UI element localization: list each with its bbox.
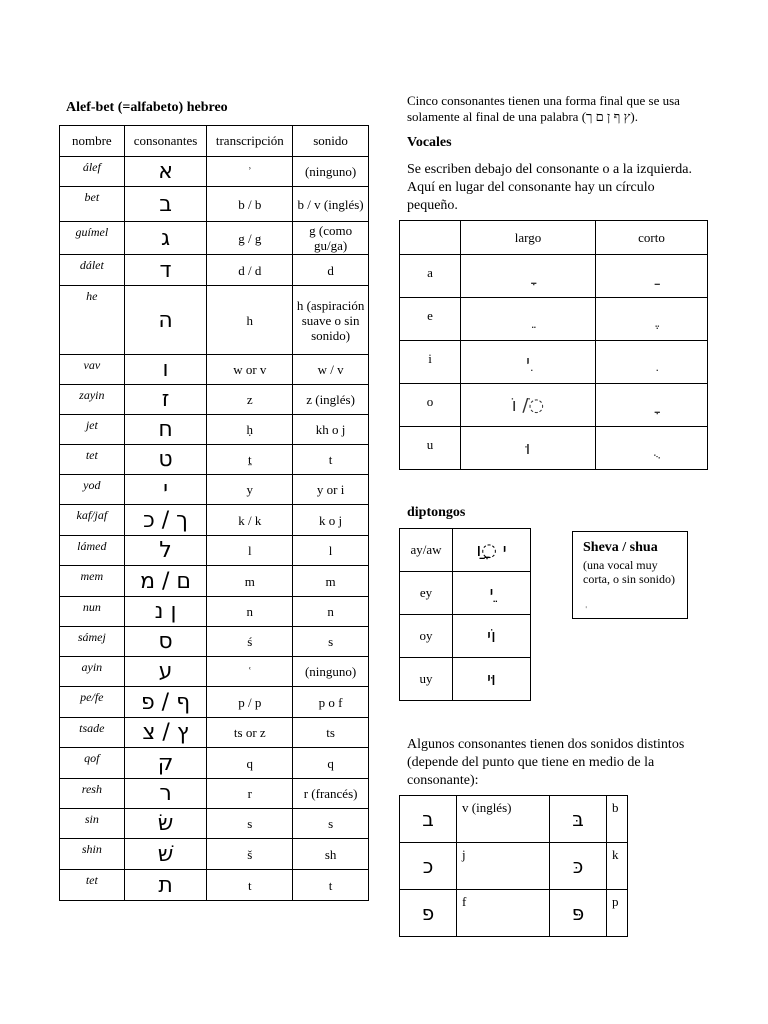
sound: s <box>293 627 369 657</box>
hebrew-letter: ן נ <box>124 597 207 627</box>
letter-name: bet <box>60 187 125 222</box>
two-sounds-row <box>400 890 628 937</box>
hebrew-letter: ג <box>124 222 207 255</box>
alefbet-table <box>59 125 369 901</box>
letter-name: álef <box>60 157 125 187</box>
hebrew-letter: ף / פ <box>124 687 207 718</box>
sound: r (francés) <box>293 779 369 809</box>
sound: sh <box>293 839 369 870</box>
diphthong-label: oy <box>400 615 453 658</box>
vowel-label: i <box>400 341 461 384</box>
letter-name: zayin <box>60 385 125 415</box>
letter-with-dagesh: כּ <box>550 843 607 890</box>
alefbet-row <box>60 157 369 187</box>
sound: n <box>293 597 369 627</box>
vowels-title: Vocales <box>407 135 452 150</box>
transcription: y <box>207 475 293 505</box>
sound: ts <box>293 718 369 748</box>
hebrew-letter: א <box>124 157 207 187</box>
alefbet-row <box>60 445 369 475</box>
vowel-short-mark <box>595 298 707 341</box>
hebrew-letter: ם / מ <box>124 566 207 597</box>
hebrew-letter: ץ / צ <box>124 718 207 748</box>
alefbet-row <box>60 839 369 870</box>
header-consonantes: consonantes <box>124 126 207 157</box>
alefbet-row <box>60 385 369 415</box>
transcription: š <box>207 839 293 870</box>
sheva-box <box>572 531 688 619</box>
sound: l <box>293 536 369 566</box>
two-sounds-row <box>400 796 628 843</box>
alefbet-row <box>60 505 369 536</box>
letter-name: vav <box>60 355 125 385</box>
letter-name: sin <box>60 809 125 839</box>
sheva-mark <box>583 598 687 609</box>
diphthong-label: uy <box>400 658 453 701</box>
hebrew-letter: ד <box>124 255 207 286</box>
diphthong-mark: ֵי <box>453 572 531 615</box>
sound: t <box>293 870 369 901</box>
diphthong-row <box>400 529 531 572</box>
header-sonido: sonido <box>293 126 369 157</box>
diphthong-mark: וּי <box>453 658 531 701</box>
alefbet-row <box>60 415 369 445</box>
vowels-intro: Se escriben debajo del consonante o a la izquierda. Aquí en lugar del consonante hay un círculo pequeño. <box>407 162 692 213</box>
hebrew-letter: י <box>124 475 207 505</box>
alefbet-row <box>60 687 369 718</box>
letter-name: jet <box>60 415 125 445</box>
sound-with-dagesh: b <box>607 796 628 843</box>
vowel-long-mark <box>461 298 596 341</box>
vowel-label: o <box>400 384 461 427</box>
letter-name: he <box>60 286 125 355</box>
transcription: ts or z <box>207 718 293 748</box>
letter-without-dagesh: כ <box>400 843 457 890</box>
vowel-row <box>400 427 708 470</box>
diphthong-row <box>400 572 531 615</box>
diphthongs-table <box>399 528 531 701</box>
hebrew-letter: ו <box>124 355 207 385</box>
sound: g (como gu/ga) <box>293 222 369 255</box>
sound-with-dagesh: k <box>607 843 628 890</box>
sound: (ninguno) <box>293 657 369 687</box>
hebrew-letter: ך / כ <box>124 505 207 536</box>
hebrew-letter: ר <box>124 779 207 809</box>
diphthong-row <box>400 658 531 701</box>
alefbet-row <box>60 536 369 566</box>
final-forms-note: Cinco consonantes tienen una forma final que se usa solamente al final de una palabra (ץ ף ן ם ך). <box>407 93 680 124</box>
sheva-title: Sheva / shua <box>583 540 658 555</box>
sound-without-dagesh: j <box>457 843 550 890</box>
vowel-short-mark <box>595 255 707 298</box>
letter-name: tet <box>60 870 125 901</box>
vowel-long-mark: וֹ /◌ֹ <box>461 384 596 427</box>
hebrew-letter: ב <box>124 187 207 222</box>
vowel-long-mark: ִי <box>461 341 596 384</box>
letter-name: nun <box>60 597 125 627</box>
sound-without-dagesh: v (inglés) <box>457 796 550 843</box>
hebrew-letter: ל <box>124 536 207 566</box>
vowel-label: u <box>400 427 461 470</box>
sound: d <box>293 255 369 286</box>
vowel-short-mark <box>595 341 707 384</box>
transcription: m <box>207 566 293 597</box>
sound: b / v (inglés) <box>293 187 369 222</box>
letter-name: yod <box>60 475 125 505</box>
vowel-row <box>400 255 708 298</box>
hebrew-letter: ע <box>124 657 207 687</box>
diphthong-label: ay/aw <box>400 529 453 572</box>
vowel-row <box>400 384 708 427</box>
vowel-short-mark <box>595 427 707 470</box>
transcription: w or v <box>207 355 293 385</box>
vowel-header-empty <box>400 221 461 255</box>
alefbet-row <box>60 718 369 748</box>
hebrew-letter: שׂ <box>124 809 207 839</box>
sound: s <box>293 809 369 839</box>
letter-name: qof <box>60 748 125 779</box>
diphthong-row <box>400 615 531 658</box>
sound: t <box>293 445 369 475</box>
diphthongs-title: diptongos <box>407 505 466 520</box>
transcription: g / g <box>207 222 293 255</box>
hebrew-letter: ק <box>124 748 207 779</box>
hebrew-letter: ה <box>124 286 207 355</box>
transcription: k / k <box>207 505 293 536</box>
sound: h (aspiración suave o sin sonido) <box>293 286 369 355</box>
alefbet-row <box>60 355 369 385</box>
transcription: q <box>207 748 293 779</box>
hebrew-letter: ז <box>124 385 207 415</box>
transcription: s <box>207 809 293 839</box>
alefbet-row <box>60 627 369 657</box>
transcription: ṯ <box>207 445 293 475</box>
letter-with-dagesh: בּ <box>550 796 607 843</box>
vowel-header-corto: corto <box>595 221 707 255</box>
vowel-row <box>400 298 708 341</box>
letter-name: guímel <box>60 222 125 255</box>
alefbet-row <box>60 779 369 809</box>
alefbet-header-row <box>60 126 369 157</box>
letter-name: sámej <box>60 627 125 657</box>
letter-without-dagesh: פ <box>400 890 457 937</box>
alefbet-title: Alef-bet (=alfabeto) hebreo <box>66 100 228 115</box>
alefbet-row <box>60 657 369 687</box>
vowel-header-largo: largo <box>461 221 596 255</box>
sound: w / v <box>293 355 369 385</box>
two-sounds-text: Algunos consonantes tienen dos sonidos distintos (depende del punto que tiene en medio de la consonante): <box>407 737 685 788</box>
alefbet-row <box>60 748 369 779</box>
letter-name: mem <box>60 566 125 597</box>
vowel-long-mark: וּ <box>461 427 596 470</box>
transcription: ʾ <box>207 157 293 187</box>
diphthong-label: ey <box>400 572 453 615</box>
transcription: ḥ <box>207 415 293 445</box>
sound: (ninguno) <box>293 157 369 187</box>
two-sounds-row <box>400 843 628 890</box>
transcription: b / b <box>207 187 293 222</box>
alefbet-row <box>60 809 369 839</box>
letter-name: dálet <box>60 255 125 286</box>
hebrew-letter: ט <box>124 445 207 475</box>
alefbet-row <box>60 597 369 627</box>
alefbet-row <box>60 222 369 255</box>
diphthong-mark: ַי ◌ָו <box>453 529 531 572</box>
letter-name: lámed <box>60 536 125 566</box>
hebrew-letter: ח <box>124 415 207 445</box>
letter-name: ayin <box>60 657 125 687</box>
transcription: n <box>207 597 293 627</box>
sound: kh o j <box>293 415 369 445</box>
hebrew-letter: ת <box>124 870 207 901</box>
alefbet-row <box>60 255 369 286</box>
letter-name: pe/fe <box>60 687 125 718</box>
letter-name: tsade <box>60 718 125 748</box>
letter-name: shin <box>60 839 125 870</box>
transcription: r <box>207 779 293 809</box>
transcription: ś <box>207 627 293 657</box>
letter-with-dagesh: פּ <box>550 890 607 937</box>
letter-without-dagesh: ב <box>400 796 457 843</box>
vowel-header-row <box>400 221 708 255</box>
transcription: z <box>207 385 293 415</box>
header-transcripcion: transcripción <box>207 126 293 157</box>
transcription: ʿ <box>207 657 293 687</box>
header-nombre: nombre <box>60 126 125 157</box>
alefbet-row <box>60 286 369 355</box>
transcription: l <box>207 536 293 566</box>
sound: y or i <box>293 475 369 505</box>
transcription: h <box>207 286 293 355</box>
hebrew-letter: ס <box>124 627 207 657</box>
transcription: t <box>207 870 293 901</box>
sound-without-dagesh: f <box>457 890 550 937</box>
two-sounds-table <box>399 795 628 937</box>
alefbet-row <box>60 187 369 222</box>
vowel-row <box>400 341 708 384</box>
sheva-description: (una vocal muy corta, o sin sonido) <box>583 558 675 586</box>
vowel-label: e <box>400 298 461 341</box>
transcription: d / d <box>207 255 293 286</box>
alefbet-row <box>60 475 369 505</box>
hebrew-letter: שׁ <box>124 839 207 870</box>
alefbet-row <box>60 566 369 597</box>
vowel-table <box>399 220 708 470</box>
sound: k o j <box>293 505 369 536</box>
sound: m <box>293 566 369 597</box>
alefbet-row <box>60 870 369 901</box>
sound: q <box>293 748 369 779</box>
sound: z (inglés) <box>293 385 369 415</box>
sound-with-dagesh: p <box>607 890 628 937</box>
diphthong-mark: וֹי <box>453 615 531 658</box>
vowel-short-mark <box>595 384 707 427</box>
sound: p o f <box>293 687 369 718</box>
letter-name: tet <box>60 445 125 475</box>
vowel-long-mark <box>461 255 596 298</box>
transcription: p / p <box>207 687 293 718</box>
vowel-label: a <box>400 255 461 298</box>
letter-name: kaf/jaf <box>60 505 125 536</box>
letter-name: resh <box>60 779 125 809</box>
